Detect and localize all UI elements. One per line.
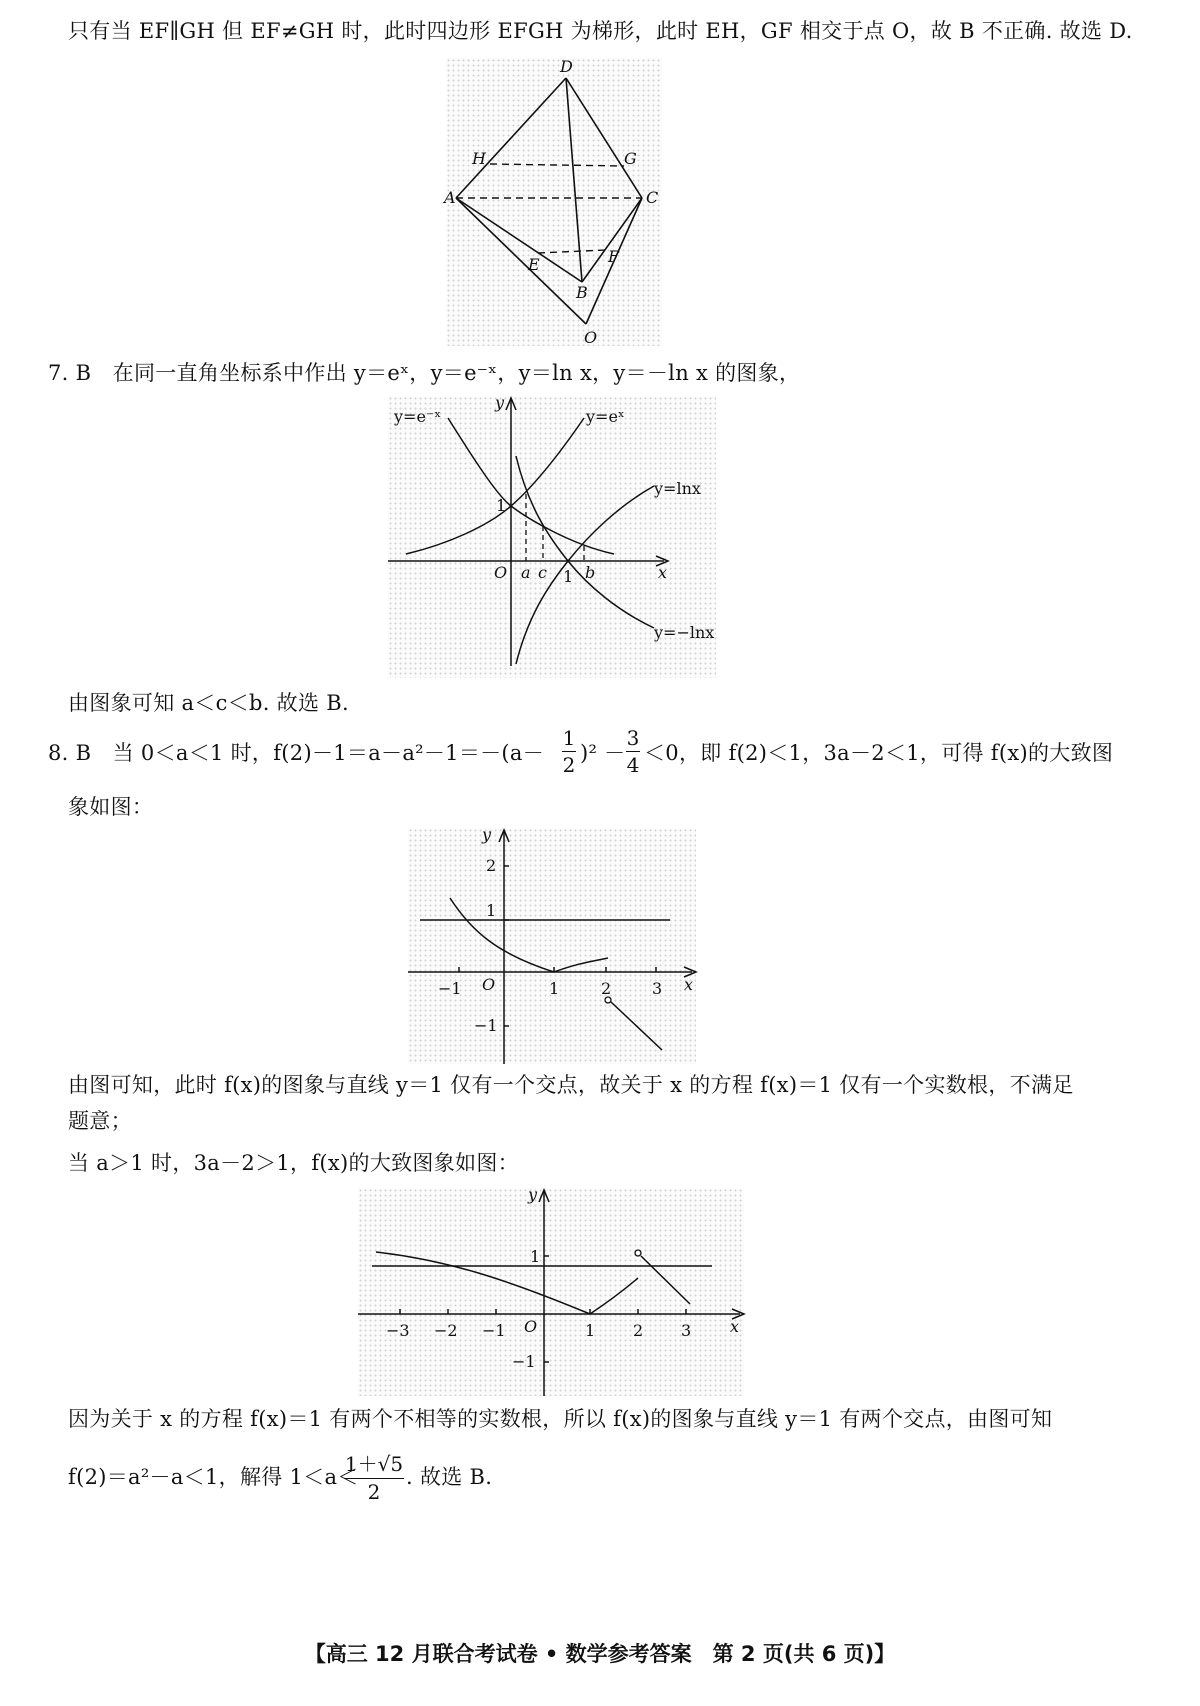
point-label-C: C (646, 188, 659, 207)
piecewise-graph-case2 (358, 1185, 744, 1396)
curve-label-neg-ln-x: y=−lnx (654, 623, 715, 642)
x-tick-2: 2 (601, 979, 612, 998)
x-tick-3: 3 (652, 979, 663, 998)
x-tick-c: c (538, 563, 547, 582)
y-axis-label: y (528, 1185, 538, 1204)
x-tick-minus-2: −2 (434, 1321, 458, 1340)
x-tick-a: a (521, 563, 531, 582)
fraction-one-half (562, 726, 576, 777)
x-tick-3: 3 (681, 1321, 692, 1340)
point-label-H: H (472, 149, 486, 168)
text-line-conclusion-q6: 只有当 EF∥GH 但 EF≠GH 时，此时四边形 EFGH 为梯形，此时 EH，GF 相交于点 O，故 B 不正确. 故选 D. (68, 19, 1133, 43)
fraction-denominator: 2 (367, 1480, 381, 1504)
origin-label: O (482, 975, 496, 994)
x-axis-label: x (684, 975, 694, 994)
text-line-q8-case2: 当 a＞1 时，3a－2＞1，f(x)的大致图象如图： (68, 1151, 519, 1175)
origin-label: O (494, 563, 508, 582)
text-line-q8-final-end: . 故选 B. (406, 1465, 493, 1489)
origin-label: O (524, 1317, 538, 1336)
text-line-q8-start: 8. B 当 0＜a＜1 时，f(2)－1＝a－a²－1＝－(a－ (48, 741, 545, 765)
x-tick-minus-3: −3 (386, 1321, 410, 1340)
y-tick-1: 1 (496, 496, 507, 515)
fraction-numerator: 1＋√5 (344, 1452, 404, 1476)
fraction-golden-ratio (344, 1448, 404, 1504)
tetrahedron-figure (446, 58, 662, 346)
text-line-q8-final: f(2)＝a²－a＜1，解得 1＜a＜ (68, 1465, 359, 1489)
text-line-q8-mid: )² － (580, 741, 626, 765)
x-tick-1: 1 (563, 567, 574, 586)
x-tick-b: b (585, 563, 596, 582)
exp-log-graph (388, 393, 716, 678)
y-tick-1: 1 (530, 1247, 541, 1266)
curve-label-e-x: y=eˣ (586, 407, 625, 426)
fraction-numerator: 1 (562, 726, 576, 750)
y-tick-1: 1 (486, 901, 497, 920)
point-label-O: O (584, 328, 598, 347)
point-label-D: D (560, 57, 573, 76)
point-label-F: F (608, 247, 620, 266)
point-label-B: B (576, 283, 588, 302)
y-tick-minus-1: −1 (474, 1016, 498, 1035)
y-tick-minus-1: −1 (512, 1352, 536, 1371)
curve-label-ln-x: y=lnx (654, 479, 701, 498)
x-axis-label: x (730, 1317, 740, 1336)
text-line-q7: 7. B 在同一直角坐标系中作出 y＝eˣ，y＝e⁻ˣ，y＝ln x，y＝－ln x 的图象， (48, 361, 801, 385)
text-line-q8-end: ＜0，即 f(2)＜1，3a－2＜1，可得 f(x)的大致图 (644, 741, 1114, 765)
x-tick-minus-1: −1 (482, 1321, 506, 1340)
x-axis-label: x (658, 563, 668, 582)
y-tick-2: 2 (486, 856, 497, 875)
text-line-q8-analysis-2: 题意； (68, 1109, 132, 1133)
y-axis-label: y (482, 825, 492, 844)
page-footer: 【高三 12 月联合考试卷 • 数学参考答案 第 2 页(共 6 页)】 (304, 1642, 896, 1666)
x-tick-minus-1: −1 (438, 979, 462, 998)
point-label-G: G (624, 149, 637, 168)
fraction-denominator: 4 (626, 753, 640, 777)
text-line-q8-analysis-1: 由图可知，此时 f(x)的图象与直线 y＝1 仅有一个交点，故关于 x 的方程 f(x)＝1 仅有一个实数根，不满足 (68, 1073, 1074, 1097)
x-tick-1: 1 (549, 979, 560, 998)
piecewise-graph-case1 (408, 825, 696, 1064)
fraction-denominator: 2 (562, 753, 576, 777)
x-tick-1: 1 (585, 1321, 596, 1340)
fraction-three-quarters (626, 726, 640, 777)
text-line-q8-reasoning: 因为关于 x 的方程 f(x)＝1 有两个不相等的实数根，所以 f(x)的图象与直线 y＝1 有两个交点，由图可知 (68, 1407, 1053, 1431)
curve-label-e-neg-x: y=e⁻ˣ (394, 407, 442, 426)
x-tick-2: 2 (633, 1321, 644, 1340)
point-label-A: A (444, 188, 456, 207)
y-axis-label: y (495, 393, 505, 412)
text-line-q7-conclusion: 由图象可知 a＜c＜b. 故选 B. (68, 691, 349, 715)
fraction-numerator: 3 (626, 726, 640, 750)
point-label-E: E (528, 255, 540, 274)
text-line-q8-line2: 象如图： (68, 795, 154, 819)
